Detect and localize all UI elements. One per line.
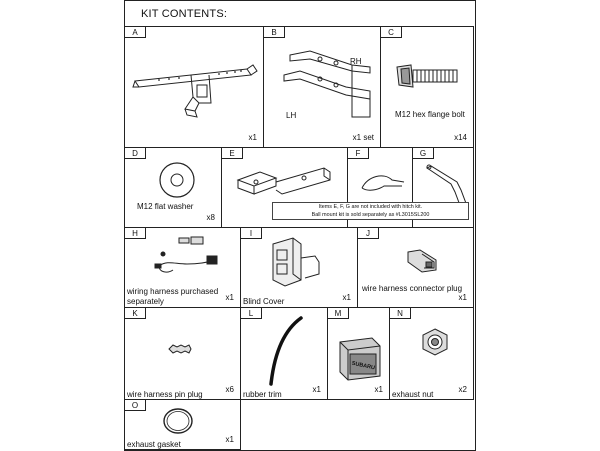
blind-cover-image — [265, 234, 325, 292]
flat-washer-image — [157, 160, 197, 200]
note-line-1: Items E, F, G are not included with hitch kit. — [318, 204, 423, 210]
cell-qty: x1 — [458, 293, 467, 302]
page-title: KIT CONTENTS: — [141, 8, 228, 20]
cell-letter: F — [347, 147, 369, 159]
cell-b — [263, 26, 381, 148]
cell-qty: x1 — [248, 133, 257, 142]
cell-qty: x1 — [312, 385, 321, 394]
cell-d — [124, 147, 222, 228]
ball-mount-note — [272, 202, 469, 220]
connector-plug-image — [406, 246, 440, 276]
cell-i — [240, 227, 358, 308]
cell-qty: x1 — [225, 293, 234, 302]
cell-n — [389, 307, 474, 400]
cell-letter: D — [124, 147, 146, 159]
cell-label: M12 hex flange bolt — [395, 110, 465, 119]
cell-label: rubber trim — [243, 390, 282, 399]
cell-letter: O — [124, 399, 146, 411]
cell-label: wire harness connector plug — [362, 284, 463, 293]
cell-qty: x6 — [225, 385, 234, 394]
hitch-receiver-image — [129, 49, 261, 119]
cell-k — [124, 307, 241, 400]
cell-l — [240, 307, 328, 400]
cell-letter: N — [389, 307, 411, 319]
hitch-cover-plug-image — [334, 332, 384, 382]
cell-letter: A — [124, 26, 146, 38]
cell-letter: G — [412, 147, 434, 159]
cell-label: Blind Cover — [243, 297, 285, 306]
cell-qty: x1 set — [352, 133, 374, 142]
note-line-2: Ball mount kit is sold separately as #L3015SL200 — [311, 211, 430, 218]
cell-letter: L — [240, 307, 262, 319]
cell-qty: x1 — [225, 435, 234, 444]
wiring-harness-image — [153, 234, 237, 278]
cell-letter: B — [263, 26, 285, 38]
cell-o — [124, 399, 241, 450]
exhaust-gasket-image — [161, 406, 195, 436]
brand-text: SUBARU — [351, 360, 376, 372]
exhaust-nut-image — [418, 326, 452, 360]
cell-qty: x2 — [458, 385, 467, 394]
cell-letter: H — [124, 227, 146, 239]
bracket-lh-label: LH — [286, 111, 297, 120]
cell-qty: x8 — [206, 213, 215, 222]
cell-letter: M — [327, 307, 349, 319]
cell-m — [327, 307, 390, 400]
cell-letter: K — [124, 307, 146, 319]
rubber-trim-image — [267, 314, 307, 390]
cell-label: wiring harness purchased separately — [127, 287, 219, 306]
cell-qty: x14 — [454, 133, 467, 142]
cell-letter: I — [240, 227, 262, 239]
bracket-rh-label: RH — [350, 57, 362, 66]
cell-letter: E — [221, 147, 243, 159]
cell-letter: C — [380, 26, 402, 38]
hex-flange-bolt-image — [395, 63, 461, 89]
cell-qty: x1 — [342, 293, 351, 302]
cell-qty: x1 — [374, 385, 383, 394]
cell-label: exhaust gasket — [127, 440, 181, 449]
cell-label: wire harness pin plug — [127, 390, 203, 399]
ball-mount-image — [234, 160, 338, 208]
cell-h — [124, 227, 241, 308]
cell-label: M12 flat washer — [137, 202, 194, 211]
pin-plug-image — [167, 342, 193, 356]
cell-c — [380, 26, 474, 148]
cell-j — [357, 227, 474, 308]
cell-a — [124, 26, 264, 148]
cell-letter: J — [357, 227, 379, 239]
hitch-clip-image — [358, 168, 408, 198]
cell-label: exhaust nut — [392, 390, 434, 399]
